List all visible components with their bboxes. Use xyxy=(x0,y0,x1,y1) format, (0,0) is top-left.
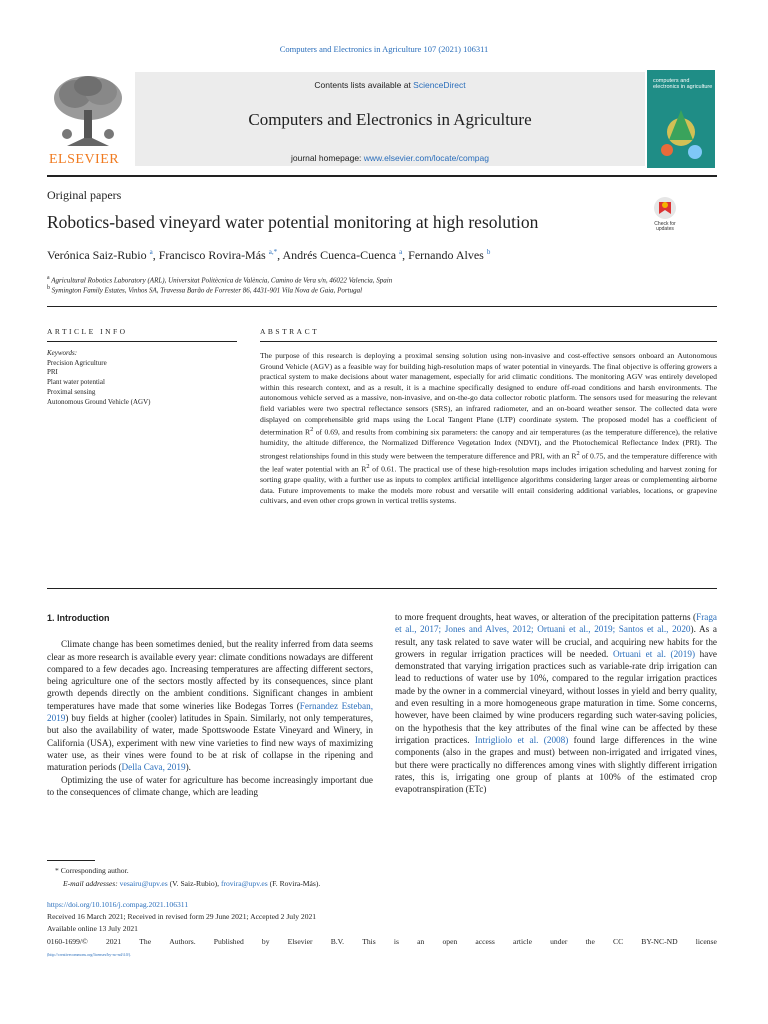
author-affil-mark[interactable]: a xyxy=(399,248,403,256)
abstract-part: of 0.75, and the temperature difference with the leaf water potential with an R xyxy=(260,451,717,474)
license-word: license xyxy=(695,937,717,946)
text-run: to more frequent droughts, heat waves, or alteration of the precipitation patterns ( xyxy=(395,612,697,622)
affiliation-b xyxy=(47,285,362,294)
superscript: 2 xyxy=(310,426,314,434)
keyword-item: Autonomous Ground Vehicle (AGV) xyxy=(47,397,151,406)
abstract-bottom-rule xyxy=(47,588,717,589)
affiliation-text: Agricultural Robotics Laboratory (ARL), Universitat Politècnica de València, Camino de Vera s/n, 46022 Valencia, Spain xyxy=(51,276,393,285)
text-run: ). xyxy=(185,762,191,773)
masthead-banner xyxy=(135,72,645,166)
email-owner: (V. Saiz-Rubio), xyxy=(167,879,221,888)
homepage-link[interactable]: www.elsevier.com/locate/compag xyxy=(363,153,489,163)
paragraph: Optimizing the use of water for agriculture has become increasingly important due to the consequences of climate change, which are leading xyxy=(47,774,373,797)
license-word: open xyxy=(442,937,458,946)
keywords-block xyxy=(47,349,247,407)
footnote-rule xyxy=(47,860,95,861)
homepage-line xyxy=(135,153,645,163)
author-separator: , xyxy=(152,248,159,262)
license-word: Published xyxy=(213,937,244,946)
section-type: Original papers xyxy=(47,188,122,202)
contents-prefix: Contents lists available at xyxy=(314,80,414,90)
email-link[interactable]: frovira@upv.es xyxy=(220,879,268,888)
license-url-link[interactable]: (http://creativecommons.org/licenses/by-nc-nd/4.0/). xyxy=(47,952,132,957)
affiliation-a xyxy=(47,275,392,284)
keyword-item: Proximal sensing xyxy=(47,387,96,396)
text-run: ). As a result, any task related to save water will be crucial, and acquiring new habits for the growers in regular irrigation practices will be needed. xyxy=(395,624,718,659)
license-word: BY-NC-ND xyxy=(641,937,678,946)
author-name[interactable]: Andrés Cuenca-Cuenca xyxy=(282,248,397,262)
text-run: Climate change has been sometimes denied, but the reality inferred from data seems clear as more research is available every year: climate conditions nowadays are different compared to a few decades ago. Increasing temperatures are affecting different sectors, being agriculture one of the sectors mostly affected by its consequences, since plant growth depends directly on the ambient conditions. Significant changes in ambient temperatures have made that some wineries like Bodegas Torres ( xyxy=(47,639,373,711)
email-link[interactable]: vesairu@upv.es xyxy=(119,879,168,888)
doi-link[interactable]: https://doi.org/10.1016/j.compag.2021.106311 xyxy=(47,900,189,909)
elsevier-wordmark: ELSEVIER xyxy=(49,152,120,167)
email-note xyxy=(63,879,320,888)
check-updates-icon xyxy=(648,196,682,222)
author-affil-mark[interactable]: a,* xyxy=(268,248,278,256)
abstract-part: The purpose of this research is deploying a proximal sensing solution using non-invasive and cost-effective sensors onboard an Autonomous Ground Vehicle (AGV) as a feasible way for building high-resolution maps of water potential in vineyards. The final objective is offering growers a practical system to make decisions about water management, especially for arid climatic conditions. The monitoring AGV was entirely developed within this research context, and as a result, it is a machine specifically designed to endure off-road conditions and harsh environments. The autonomous vehicle served as a massive, non-invasive, and on-the-go data collector robotic platform. The sensors used for measuring the relevant field variables were two spectral reflectance sensors (SRS), an infrared radiometer, and an on-board weather sensor. The collected data were displayed on comprehensible grid maps using the Local Tangent Plane (LTP) coordinate system. The proposed model has a coefficient of determination R xyxy=(260,351,717,437)
text-run: have demonstrated that varying irrigation practices such as variable-rate drip irrigation can lead to reductions of water use by 10%, compared to the regular irrigation practices made by the owner in a commercial vineyard, without losses in yield and berry quality, and even resulting in a more homogeneous grape maturation in time. Some concerns, however, have been claimed by wine producers regarding such water-saving policies, on the hypothesis that the key attributes of the final wine can be affected by these irrigation practices. xyxy=(395,648,717,745)
affiliation-text: Symington Family Estates, Vinhos SA, Travessa Barão de Forrester 86, 4431-901 Vila Nova de Gaia, Portugal xyxy=(51,286,363,295)
email-label: E-mail addresses: xyxy=(63,879,120,888)
journal-reference[interactable]: Computers and Electronics in Agriculture 107 (2021) 106311 xyxy=(279,44,489,54)
contents-line xyxy=(135,80,645,90)
check-updates-label: Check for updates xyxy=(654,221,676,232)
abstract-header: ABSTRACT xyxy=(260,327,320,336)
license-word: B.V. xyxy=(330,937,345,946)
license-word: Authors. xyxy=(169,937,196,946)
author-name[interactable]: Francisco Rovira-Más xyxy=(158,248,266,262)
author-affil-mark[interactable]: b xyxy=(486,248,491,256)
author-list xyxy=(47,248,490,263)
keyword-item: Precision Agriculture xyxy=(47,358,107,367)
author-separator: , xyxy=(277,248,283,262)
homepage-prefix: journal homepage: xyxy=(291,153,364,163)
abstract-part: of 0.69, and results from combining six parameters: the canopy and air temperatures (as the temperature difference), the relative humidity, the altitude difference, the Normalized Difference Vegetation Index (NDVI), and the Photochemical Reflectance Index (PRI). The strongest relationships found in this study were between the temperature difference and PRI, with an R xyxy=(260,427,717,461)
elsevier-logo xyxy=(47,72,129,168)
citation-link[interactable]: Fraga et al., 2017; Jones and Alves, 2012; Ortuani et al., 2019; Santos et al., 2020 xyxy=(395,612,717,635)
paper-title: Robotics-based vineyard water potential monitoring at high resolution xyxy=(47,212,539,232)
author-name[interactable]: Fernando Alves xyxy=(408,248,484,262)
body-column-left xyxy=(47,612,373,798)
license-word: is xyxy=(393,937,399,946)
keyword-item: PRI xyxy=(47,368,58,377)
author-name[interactable]: Verónica Saiz-Rubio xyxy=(47,248,147,262)
license-word: the xyxy=(585,937,595,946)
journal-cover[interactable] xyxy=(647,70,715,168)
citation-link[interactable]: Intrigliolo et al. (2008) xyxy=(474,734,569,745)
keywords-label: Keywords: xyxy=(47,349,78,357)
header-rule xyxy=(47,175,717,177)
available-online: Available online 13 July 2021 xyxy=(47,924,138,933)
abstract-rule xyxy=(260,341,717,342)
affiliation-mark: a xyxy=(47,275,50,281)
article-info-rule xyxy=(47,341,237,342)
license-word: CC xyxy=(613,937,624,946)
front-matter-rule xyxy=(47,306,717,307)
paragraph xyxy=(395,611,717,795)
license-word: access xyxy=(475,937,495,946)
citation-link[interactable]: Ortuani et al. (2019) xyxy=(612,648,696,659)
body-column-right xyxy=(395,611,717,795)
author-separator: , xyxy=(402,248,409,262)
citation-link[interactable]: Fernandez Esteban, 2019 xyxy=(47,700,373,724)
article-info-header: ARTICLE INFO xyxy=(47,327,128,336)
section-heading-introduction: 1. Introduction xyxy=(47,613,110,623)
email-owner: (F. Rovira-Más). xyxy=(267,879,321,888)
paragraph xyxy=(47,638,373,773)
keyword-item: Plant water potential xyxy=(47,378,105,387)
license-word: Elsevier xyxy=(287,937,313,946)
abstract-part: of 0.61. The practical use of these high-resolution maps includes irrigation scheduling and harvest zoning for sorting grape quality, with a further use as inputs to complex artificial intelligence algorithms considering larger areas or complementing airborne data. Future improvements to make the models more robust and versatile will entail considering additional variables, locations, or grapevine cultivars, and even other crops grown in vertical trellis systems. xyxy=(260,464,717,506)
superscript: 2 xyxy=(366,463,370,471)
corresponding-author-note xyxy=(55,866,129,875)
affiliation-mark: b xyxy=(47,285,50,291)
citation-link[interactable]: Della Cava, 2019 xyxy=(121,762,186,773)
journal-masthead xyxy=(47,70,717,170)
elsevier-tree-icon xyxy=(47,72,129,152)
text-run: found large differences in the wine components (also in the grapes and must) between non-irrigated and irrigated vines, but there were practically no differences among vines with slightly different irrigation rates, this is, irrigating one group of plants at 100% of the estimated crop evapotranspiration (ETc) xyxy=(395,734,718,795)
sciencedirect-link[interactable]: ScienceDirect xyxy=(413,80,466,90)
license-word: 0160-1699/© xyxy=(47,937,88,946)
journal-title: Computers and Electronics in Agriculture xyxy=(248,110,532,129)
text-run: ) buy fields at higher (cooler) latitudes in Spain. Similarly, not only temperatures, but also the availability of water, made Spottswoode Estate Vineyard and Winery, in California (USA), experiment with new vine varieties to find new ways of maximizing water use, as their vines were found to be at risk of collapse in the ripening and maturation periods ( xyxy=(47,713,373,773)
footnote-mark: * xyxy=(55,866,59,875)
license-word: The xyxy=(139,937,152,946)
abstract-text xyxy=(260,351,717,507)
license-word: under xyxy=(550,937,568,946)
cover-art-icon xyxy=(647,70,715,168)
check-for-updates-button[interactable] xyxy=(648,196,682,236)
license-word: 2021 xyxy=(105,937,122,946)
license-statement xyxy=(47,937,717,946)
license-word: an xyxy=(417,937,425,946)
license-word: article xyxy=(512,937,532,946)
license-word: by xyxy=(261,937,270,946)
footnote-text: Corresponding author. xyxy=(60,866,129,875)
received-dates: Received 16 March 2021; Received in revised form 29 June 2021; Accepted 2 July 2021 xyxy=(47,912,317,921)
superscript: 2 xyxy=(576,449,580,457)
author-affil-mark[interactable]: a xyxy=(149,248,153,256)
cover-title: computers and electronics in agriculture xyxy=(653,78,713,90)
license-word: This xyxy=(362,937,376,946)
